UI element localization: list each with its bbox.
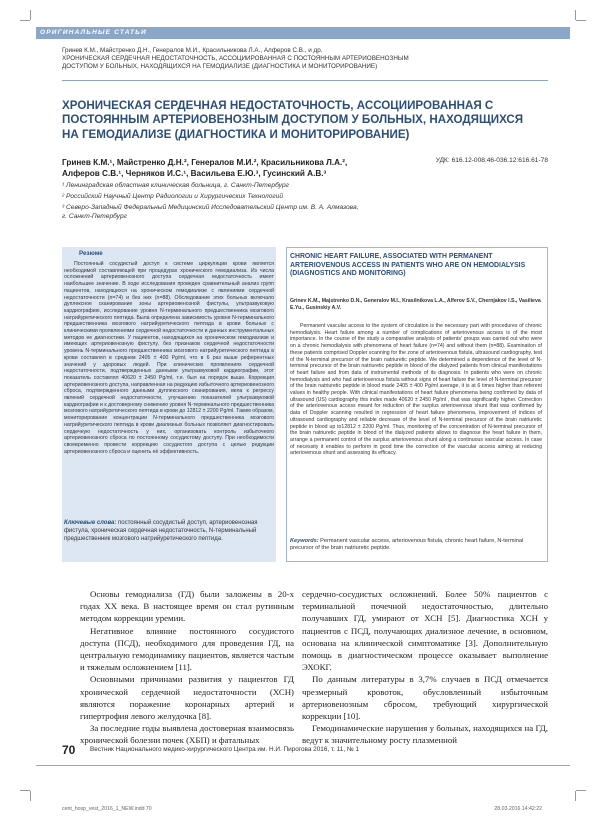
affiliation-item: ³ Северо-Западный Федеральный Медицинский Исследовательский Центр им. В. А. Алмазова, г. Санкт-Петербург	[62, 204, 359, 220]
page-number: 70	[62, 743, 76, 757]
footer-divider	[36, 765, 570, 766]
affiliations	[62, 181, 362, 223]
running-head-title-line: ДОСТУПОМ У БОЛЬНЫХ, НАХОДЯЩИХСЯ НА ГЕМОДИАЛИЗЕ (ДИАГНОСТИКА И МОНИТОРИРОВАНИЕ)	[62, 63, 378, 71]
print-file: cent_hosp_vest_2016_1_NEW.indd 70	[62, 806, 152, 812]
abstract-ru-text	[64, 261, 274, 455]
body-column-1	[80, 588, 294, 747]
section-banner: ОРИГИНАЛЬНЫЕ СТАТЬИ	[36, 27, 570, 39]
print-slug	[62, 806, 542, 812]
abstract-en-paragraph: Permanent vascular access to the system of circulation is the necessary part with procedures of chronic hemodialysis. Heart failure among a number of complications of arteriovenous access is of the most importance. In the course of the study a comparative analysis of patients' groups was carried out who were on a chronic hemodialysis with phenomena of heart failure (n=74) and without them (n=88). Examination of these patients comprised Doppler scanning for the zone of arteriovenous fistula, ultrasound cardiography, test of the N-terminal precursor of the brain natriuretic peptide. We determined a dependence of the level of N-terminal precursor of the brain natriuretic peptide in blood of the dialyzed patients from clinical manifestations of heart failure and from data of instrumental methods of its diagnosis. In patients who were on chronic hemodialysis and who had arteriovenous fistula without signs of heart failure the level of N-terminal precursor of the brain natriuretic peptide in blood made 2405 ± 400 Pg/ml average, it is at 6 times higher than referent values in healthy people. With clinical manifestations of heart failure phenomena being confirmed by data of ultrasound (US) cardiography this index made 40620 ± 2450 Pg/ml , that was significantly higher. Correction of the arteriovenous access meant for reduction of the surplus arteriovenous shunt that was confirmed by data of Doppler scanning resulted in regression of heart failure phenomena, improvement of indices of ultrasound cardiography and reliable decrease of the level of N-terminal precursor of the brain natriuretic peptide in blood up to12812 ± 2200 Pg/ml. Thus, monitoring of the concentration of N-terminal precursor of the brain natriuretic peptide in blood of the dialyzed patients allows to diagnose the heart failure in them, arrange a permanent control of the surplus arteriovenous shunt along a continuous vascular access. In case of necessity it enables to perform in good time the correction of the vascular access aiming at reducing arteriovenous shunt and assessing its efficacy.	[290, 323, 542, 457]
abstract-ru-paragraph: Постоянный сосудистый доступ к системе циркуляции крови является необходимой составляющей при процедурах хронического гемодиализа. Из числа осложнений артериовенозного доступа сердечная недостаточность имеет наибольшее значение. В ходе исследования проведен сравнительный анализ групп пациентов, находящихся на хроническом гемодиализе с явлениями сердечной недостаточности (n=74) и без них (n=88). Обследование этих больных включало дуплексное сканирование зоны артериовенозной фистулы, ультразвуковую кардиографию, исследование уровня N-терминального предшественника мозгового натрийуретического пептида. Была определена зависимость уровня N-терминального предшественника мозгового натрийуретического пептида в крови больных с клиническими проявлениями сердечной недостаточности и данных инструментальных методов ее диагностики. У пациентов, находящихся на хроническом гемодиализе и имеющих артериовенозную фистулу, без признаков сердечной недостаточности уровень N-терминального предшественника мозгового натрийуретического пептида в крови составлял в среднем 2405 ± 400 Pg/ml, что в 6 раз выше референтных значений у здоровых людей. При клинических проявлениях сердечной недостаточности, подтвержденных данными ультразвуковой кардиографии, этот показатель составлял 40620 ± 2450 Pg/ml, т.е. был на порядок выше. Коррекция артериовенозного доступа, направленная на редукцию избыточного артериовенозного сброса, подтвержденного данными дуплексного сканирования, вела к регрессу явлений сердечной недостаточности, улучшению показателей ультразвуковой кардиографии и к достоверному снижению уровня N-терминального предшественника мозгового натрийуретического пептида в крови до 12812 ± 2200 Pg/ml. Таким образом, мониторирование концентрации N-терминального предшественника мозгового натрийуретического пептида в крови диализных больных позволяет диагностировать сердечную недостаточность у них, организовать контроль избыточного артериовенозного сброса по постоянному сосудистому доступу. При необходимости своевременно провести коррекцию сосудистого доступа с целью редукции артериовенозного сброса и оценить её эффективность.	[64, 261, 274, 455]
body-column-2	[302, 588, 548, 747]
body-paragraph: По данным литературы в 3,7% случаев в ПСД отмечается чрезмерный кровоток, обусловленный избыточным артериовенозным сбросом, требующий хирургической коррекции [10].	[302, 674, 548, 722]
print-date: 28.03.2016 14:42:22	[494, 806, 542, 812]
abstract-en-authors: Grinev K.M., Majstrenko D.N., Generalov M.I., Krasilnikova L.A., Alferov S.V., Chernjakov I.S., Vasilieva E.Yu., Gusinskiy A.V.	[290, 298, 541, 311]
body-paragraph: Основы гемодиализа (ГД) были заложены в 20-х годах XX века. В настоящее время он стал рутинным методом коррекции уремии.	[80, 589, 294, 624]
journal-footer: Вестник Национального медико-хирургического Центра им. Н.И. Пирогова 2016, т. 11, № 1	[90, 746, 360, 753]
crop-mark	[575, 10, 576, 20]
running-head	[62, 47, 542, 72]
affiliation-item: ¹ Ленинградская областная клиническая больница, г. Санкт-Петербург	[62, 182, 289, 189]
body-paragraph: Гемодинамические нарушения у больных, находящихся на ГД, ведут к значительному росту плазменной	[302, 723, 548, 746]
udk-code: УДК: 616.12-008.46-036.12:616.61-78	[435, 157, 548, 164]
authors-ru-line: Алферов С.В.¹, Черняков И.С.¹, Васильева Е.Ю.³, Гусинский А.В.³	[62, 169, 327, 178]
running-head-authors: Гринев К.М., Майстренко Д.Н., Генералов М.И., Красильникова Л.А., Алферов С.В., и др.	[62, 47, 323, 54]
article-title: ХРОНИЧЕСКАЯ СЕРДЕЧНАЯ НЕДОСТАТОЧНОСТЬ, АССОЦИИРОВАННАЯ С ПОСТОЯННЫМ АРТЕРИОВЕНОЗНЫМ ДОСТУПОМ У БОЛЬНЫХ, НАХОДЯЩИХСЯ НА ГЕМОДИАЛИЗЕ (ДИАГНОСТИКА И МОНИТОРИРОВАНИЕ)	[62, 99, 524, 141]
crop-mark	[30, 10, 31, 20]
running-head-title-line: ХРОНИЧЕСКАЯ СЕРДЕЧНАЯ НЕДОСТАТОЧНОСТЬ, АССОЦИИРОВАННАЯ С ПОСТОЯННЫМ АРТЕРИОВЕНОЗНЫМ	[62, 55, 409, 63]
abstract-en-title: CHRONIC HEART FAILURE, ASSOCIATED WITH PERMANENT ARTERIOVENOUS ACCESS IN PATIENTS WHO ARE ON HEMODIALYSIS (DIAGNOSTICS AND MONITORING)	[290, 253, 526, 278]
keywords-ru-text: постоянный сосудистый доступ, артериовенозная фистула, хроническая сердечная недостаточность, N-терминальный предшественник мозгового натрийуретического пептида.	[64, 520, 258, 542]
authors-ru	[62, 157, 412, 179]
keywords-ru	[64, 520, 274, 543]
body-paragraph: сердечно-сосудистых осложнений. Более 50% пациентов с терминальной почечной недостаточностью, длительно получавших ГД, умирают от ХСН [5]. Диагностика ХСН у пациентов с ПСД, получающих диализное лечение, в основном, основана на клинической симптоматике [3]. Дополнительную помощь в диагностическом процессе оказывает выполнение ЭХОКГ.	[302, 589, 548, 673]
body-paragraph: Основными причинами развития у пациентов ГД хронической сердечной недостаточности (ХСН) являются поражение коронарных артерий и гипертрофия левого желудочка [8].	[80, 674, 294, 722]
keywords-en-label: Keywords:	[290, 538, 319, 544]
keywords-en	[290, 538, 542, 552]
crop-mark	[30, 791, 31, 801]
keywords-ru-label: Ключевые слова:	[64, 520, 117, 526]
abstract-en-text	[290, 323, 542, 457]
crop-mark	[20, 20, 30, 21]
affiliation-item: ² Российский Научный Центр Радиологии и Хирургических Технологий	[62, 193, 283, 200]
crop-mark	[576, 20, 586, 21]
crop-mark	[576, 790, 586, 791]
header-divider	[62, 80, 548, 81]
crop-mark	[575, 791, 576, 801]
body-paragraph: Негативное влияние постоянного сосудистого доступа (ПСД), необходимого для проведения ГД, на центральную гемодинамику пациентов, является частым и тяжелым осложнением [11].	[80, 625, 294, 673]
body-paragraph: За последние годы выявлена достоверная взаимосвязь хронической болезни почек (ХБП) и фатальных	[80, 723, 294, 746]
keywords-en-text: Permanent vascular access, arteriovenous fistula, chronic heart failure, N-terminal precursor of the brain natriuretic peptide.	[290, 538, 524, 552]
crop-mark	[20, 790, 30, 791]
abstract-ru-heading: Резюме	[79, 250, 103, 257]
authors-ru-line: Гринев К.М.¹, Майстренко Д.Н.², Генералов М.И.², Красильникова Л.А.²,	[62, 158, 348, 167]
